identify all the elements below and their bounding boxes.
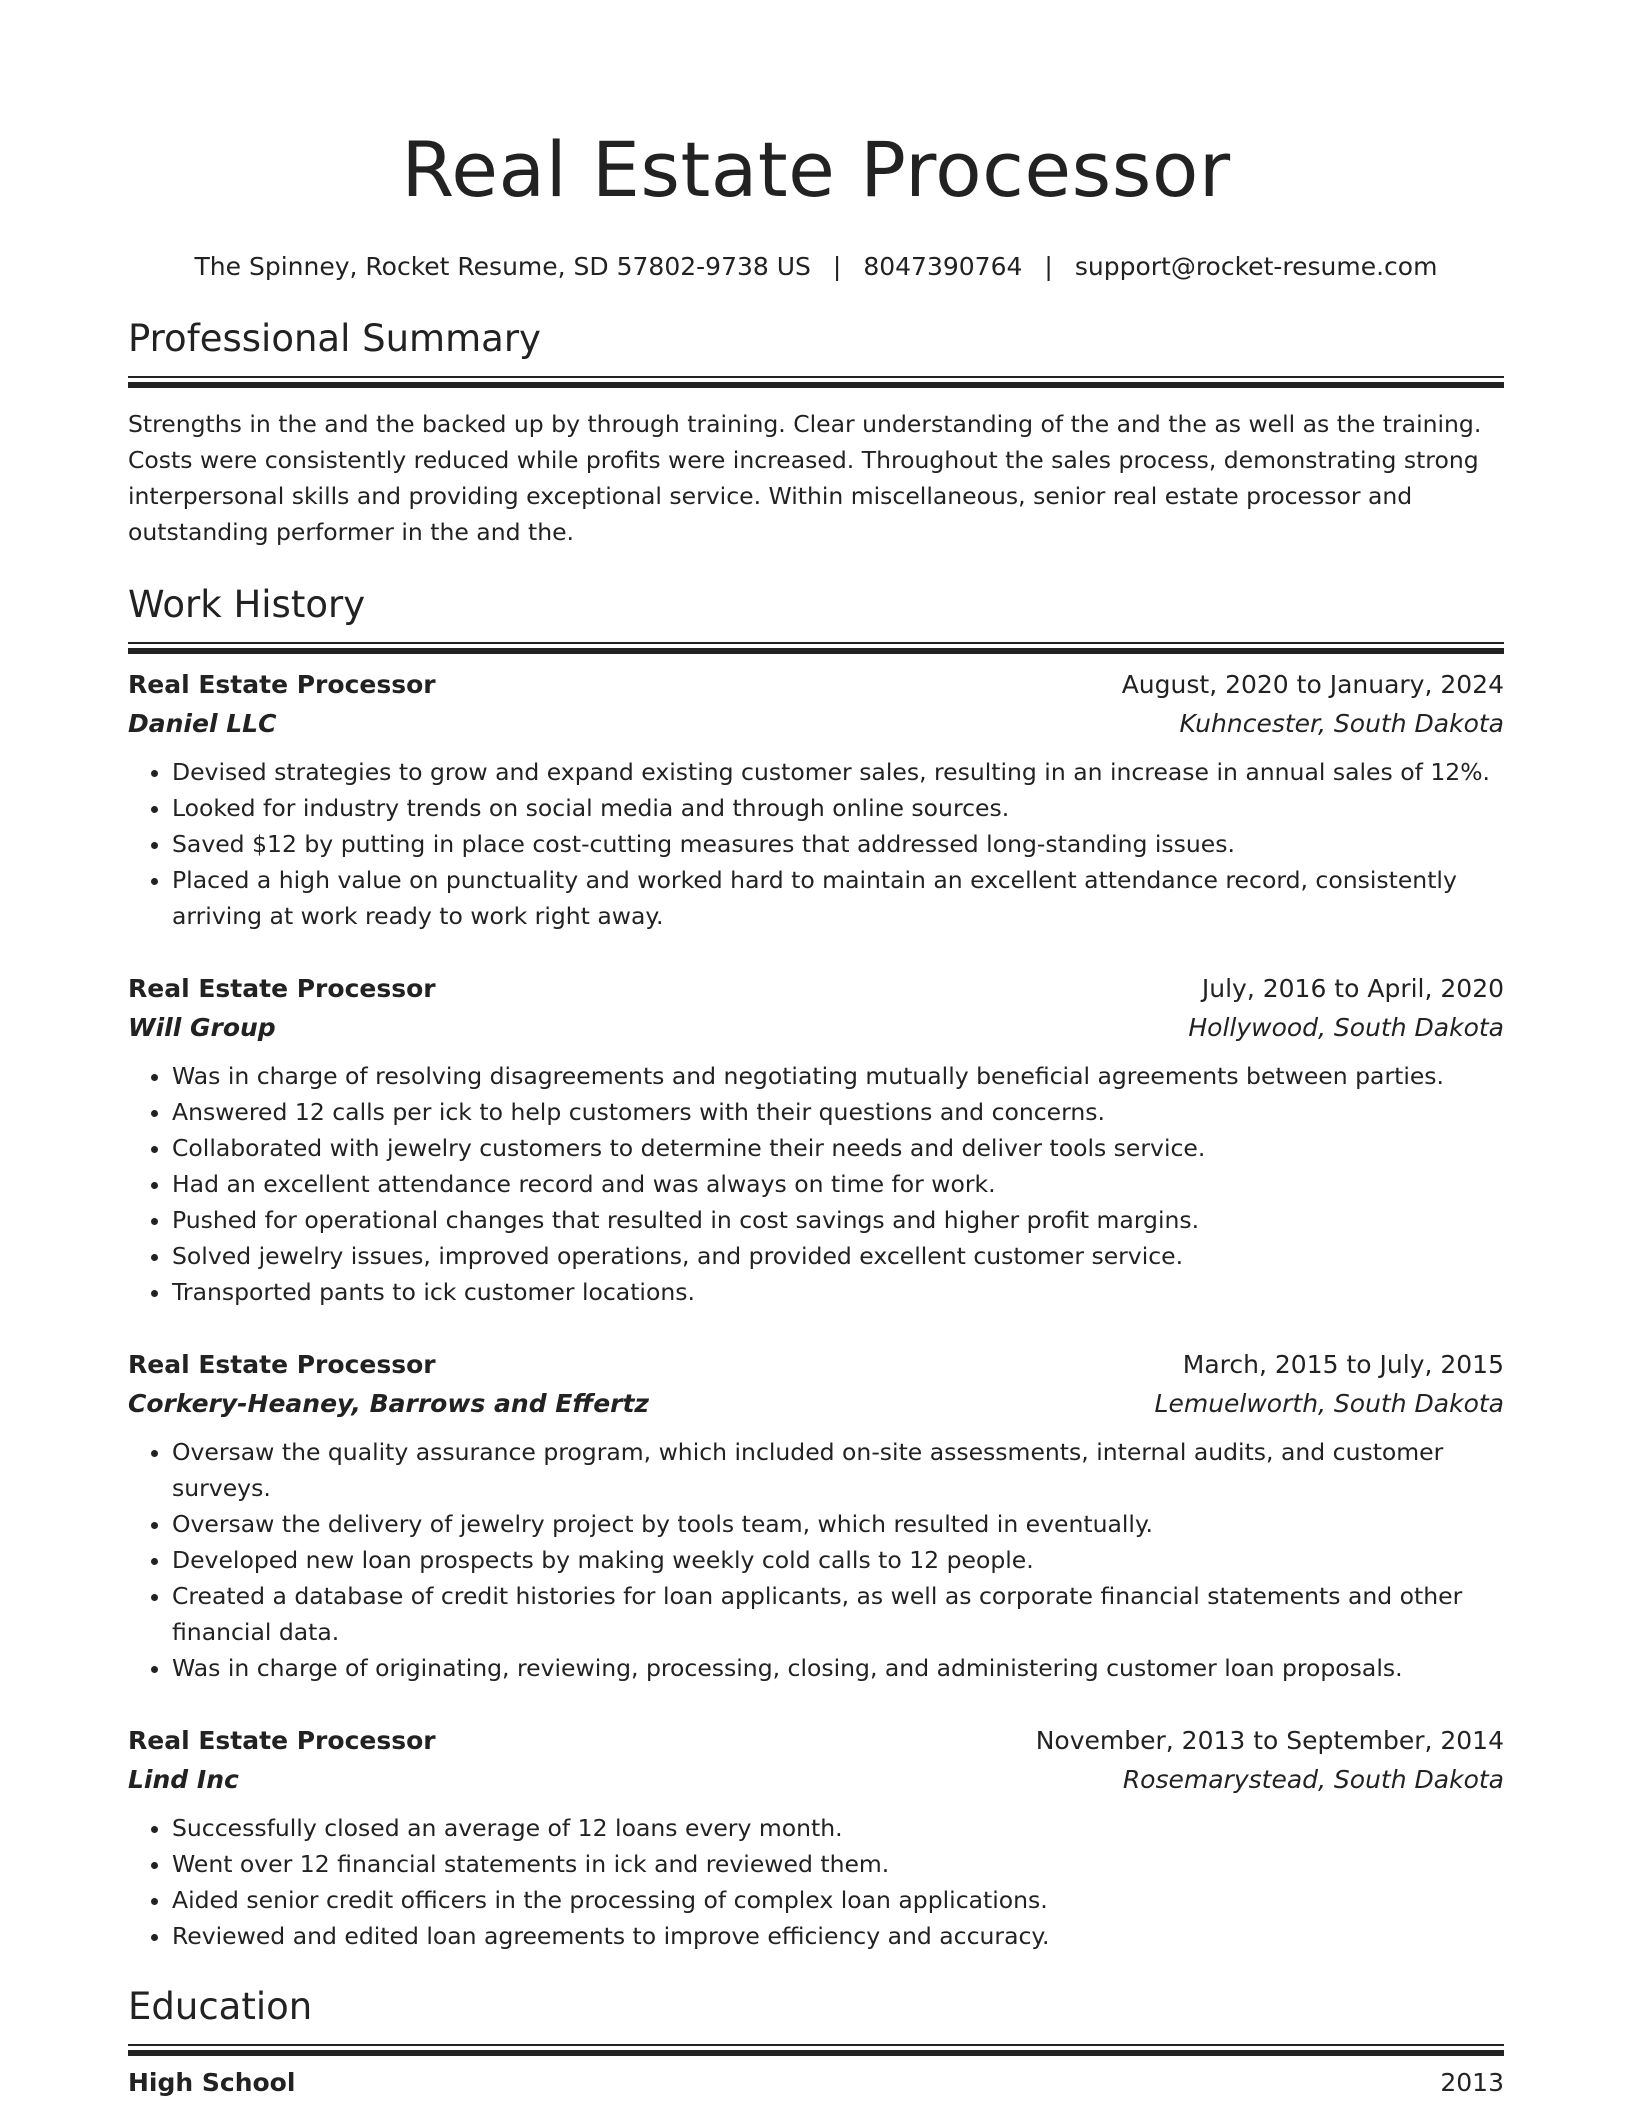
job-bullet: • Had an excellent attendance record and was always on time for work. [172, 1166, 1504, 1202]
job-dates: March, 2015 to July, 2015 [1182, 1350, 1504, 1379]
summary-text: Strengths in the and the backed up by through training. Clear understanding of the and the as well as the training. Costs were consistently reduced while profits were increased. Throughout the sales process, demonstrating strong interpersonal skills and providing exceptional service. Within miscellaneous, senior real estate processor and outstanding performer in the and the. [128, 410, 1482, 546]
job-bullet: • Placed a high value on punctuality and worked hard to maintain an excellent attendance record, consistently arriving at work ready to work right away. [172, 862, 1504, 934]
job-header-row [128, 1346, 1504, 1384]
job-bullet: • Saved $12 by putting in place cost-cutting measures that addressed long-standing issues. [172, 826, 1504, 862]
section-divider [128, 2044, 1504, 2046]
job-location: Rosemarystead, South Dakota [1122, 1765, 1504, 1794]
summary-section [128, 314, 1504, 550]
job-bullet: • Looked for industry trends on social media and through online sources. [172, 790, 1504, 826]
education-school: High School [128, 2068, 296, 2097]
job-bullet: • Created a database of credit histories for loan applicants, as well as corporate financial statements and other financial data. [172, 1578, 1504, 1650]
job-dates: August, 2020 to January, 2024 [1121, 670, 1504, 699]
job-header-row [128, 666, 1504, 704]
job-title: Real Estate Processor [128, 1726, 436, 1755]
job-entry [128, 1346, 1504, 1686]
job-header-row [128, 1722, 1504, 1760]
education-entry [128, 2064, 1504, 2102]
job-bullet: • Was in charge of originating, reviewing, processing, closing, and administering customer loan proposals. [172, 1650, 1504, 1686]
work-history-section [128, 580, 1504, 1954]
work-history-heading: Work History [128, 583, 366, 626]
resume-name: Real Estate Processor [401, 125, 1231, 214]
contact-email: support@rocket-resume.com [1074, 252, 1438, 281]
job-title: Real Estate Processor [128, 974, 436, 1003]
job-location: Kuhncester, South Dakota [1179, 709, 1504, 738]
contact-line [128, 250, 1504, 284]
summary-heading: Professional Summary [128, 317, 541, 360]
job-bullet-list [128, 754, 1504, 934]
contact-address: The Spinney, Rocket Resume, SD 57802-9738 US [194, 252, 811, 281]
job-bullet-list [128, 1434, 1504, 1686]
job-bullet-list [128, 1058, 1504, 1310]
job-dates: July, 2016 to April, 2020 [1201, 974, 1504, 1003]
job-bullet: • Developed new loan prospects by making weekly cold calls to 12 people. [172, 1542, 1504, 1578]
job-location: Hollywood, South Dakota [1188, 1013, 1504, 1042]
job-entry [128, 970, 1504, 1310]
job-bullet: • Pushed for operational changes that resulted in cost savings and higher profit margins. [172, 1202, 1504, 1238]
section-divider [128, 642, 1504, 644]
job-bullet: • Collaborated with jewelry customers to determine their needs and deliver tools service. [172, 1130, 1504, 1166]
education-section [128, 1982, 1504, 2102]
job-entry [128, 666, 1504, 934]
job-dates: November, 2013 to September, 2014 [1035, 1726, 1504, 1755]
job-company-row [128, 1008, 1504, 1048]
education-year: 2013 [1440, 2068, 1504, 2097]
job-company: Daniel LLC [128, 709, 277, 738]
job-bullet: • Oversaw the delivery of jewelry project by tools team, which resulted in eventually. [172, 1506, 1504, 1542]
job-list [128, 666, 1504, 1954]
job-bullet: • Was in charge of resolving disagreements and negotiating mutually beneficial agreements between parties. [172, 1058, 1504, 1094]
job-bullet: • Transported pants to ick customer locations. [172, 1274, 1504, 1310]
job-bullet: • Reviewed and edited loan agreements to improve efficiency and accuracy. [172, 1918, 1504, 1954]
job-bullet: • Oversaw the quality assurance program, which included on-site assessments, internal audits, and customer surveys. [172, 1434, 1504, 1506]
contact-separator: | [1044, 252, 1053, 281]
job-bullet: • Went over 12 financial statements in ick and reviewed them. [172, 1846, 1504, 1882]
job-company: Lind Inc [128, 1765, 239, 1794]
job-header-row [128, 970, 1504, 1008]
job-company: Corkery-Heaney, Barrows and Effertz [128, 1389, 649, 1418]
job-company-row [128, 1760, 1504, 1800]
job-bullet: • Devised strategies to grow and expand existing customer sales, resulting in an increase in annual sales of 12%. [172, 754, 1504, 790]
job-company: Will Group [128, 1013, 276, 1042]
job-bullet: • Solved jewelry issues, improved operations, and provided excellent customer service. [172, 1238, 1504, 1274]
job-bullet-list [128, 1810, 1504, 1954]
job-bullet: • Aided senior credit officers in the processing of complex loan applications. [172, 1882, 1504, 1918]
contact-phone: 8047390764 [863, 252, 1023, 281]
education-heading: Education [128, 1985, 313, 2028]
job-title: Real Estate Processor [128, 1350, 436, 1379]
job-company-row [128, 704, 1504, 744]
section-divider [128, 376, 1504, 378]
job-title: Real Estate Processor [128, 670, 436, 699]
job-company-row [128, 1384, 1504, 1424]
contact-separator: | [832, 252, 842, 281]
job-location: Lemuelworth, South Dakota [1154, 1389, 1504, 1418]
job-bullet: • Answered 12 calls per ick to help customers with their questions and concerns. [172, 1094, 1504, 1130]
job-entry [128, 1722, 1504, 1954]
job-bullet: • Successfully closed an average of 12 loans every month. [172, 1810, 1504, 1846]
